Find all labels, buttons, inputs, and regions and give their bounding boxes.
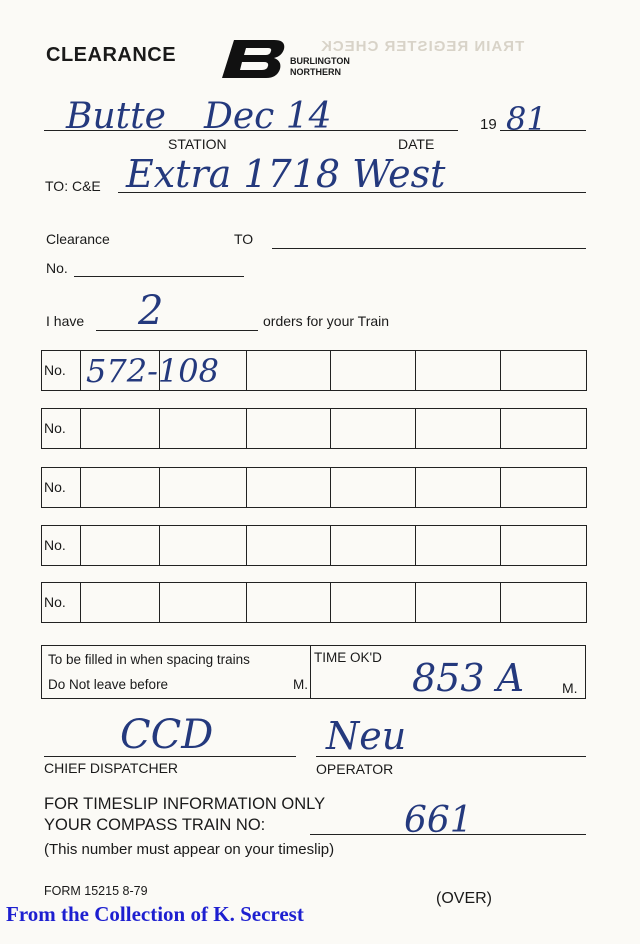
order-cell <box>80 525 160 566</box>
spacing-label: To be filled in when spacing trains <box>48 652 250 667</box>
order-cell <box>415 350 501 391</box>
order-cell <box>246 408 331 449</box>
order-cell <box>415 408 501 449</box>
hw-year: 81 <box>506 100 547 138</box>
hw-time-okd: 853 A <box>412 656 525 700</box>
order-cell <box>415 582 501 623</box>
order-cell <box>500 467 587 508</box>
order-cell <box>330 467 416 508</box>
logo-line2: NORTHERN <box>290 67 341 77</box>
year-prefix: 19 <box>480 116 497 133</box>
order-cell <box>246 525 331 566</box>
order-cell <box>159 525 247 566</box>
clearance-no-line <box>74 276 244 277</box>
order-row-label: No. <box>44 479 66 495</box>
order-row-label: No. <box>44 537 66 553</box>
clearance-to-line <box>272 248 586 249</box>
bn-logo <box>222 40 362 78</box>
order-cell <box>159 408 247 449</box>
order-row-label: No. <box>44 594 66 610</box>
order-cell <box>330 525 416 566</box>
hw-chief-dispatcher: CCD <box>120 712 214 758</box>
hw-to: Extra 1718 West <box>126 152 446 196</box>
operator-label: OPERATOR <box>316 761 394 777</box>
order-cell <box>246 350 331 391</box>
do-not-leave-m: M. <box>293 677 308 692</box>
form-title: CLEARANCE <box>46 44 177 66</box>
order-row-label: No. <box>44 362 66 378</box>
clearance-label: Clearance <box>46 231 110 247</box>
order-cell <box>80 467 160 508</box>
station-label: STATION <box>168 136 227 152</box>
order-cell <box>500 408 587 449</box>
over-label: (OVER) <box>436 890 492 907</box>
order-cell <box>80 408 160 449</box>
timeslip-line1: FOR TIMESLIP INFORMATION ONLY <box>44 795 326 813</box>
time-okd-label: TIME OK'D <box>314 650 382 665</box>
order-cell <box>330 350 416 391</box>
order-cell <box>500 350 587 391</box>
order-row-label-cell <box>41 350 81 391</box>
time-okd-m: M. <box>562 680 578 696</box>
timeslip-note: (This number must appear on your timeslip) <box>44 841 335 858</box>
form-number: FORM 15215 8-79 <box>44 884 148 898</box>
order-cell <box>500 582 587 623</box>
chief-dispatcher-label: CHIEF DISPATCHER <box>44 760 179 776</box>
date-label: DATE <box>398 136 435 152</box>
collection-watermark: From the Collection of K. Secrest <box>6 902 304 926</box>
to2-label: TO <box>234 231 254 247</box>
orders-label: orders for your Train <box>263 313 390 329</box>
order-cell <box>330 582 416 623</box>
to-label: TO: C&E <box>45 178 101 194</box>
timeslip-line2: YOUR COMPASS TRAIN NO: <box>44 816 266 834</box>
order-cell <box>80 582 160 623</box>
order-cell <box>159 582 247 623</box>
order-row-label-cell <box>41 525 81 566</box>
hw-operator: Neu <box>326 714 407 758</box>
order-cell <box>500 525 587 566</box>
order-count-line <box>96 330 258 331</box>
bleed-through-text: TRAIN REGISTER CHECK <box>320 38 525 55</box>
hw-order-row1: 572-108 <box>86 352 219 390</box>
order-cell <box>415 467 501 508</box>
hw-order-count: 2 <box>138 288 164 334</box>
hw-compass-train-no: 661 <box>404 800 473 841</box>
order-row-label-cell <box>41 408 81 449</box>
bn-logo-icon <box>222 40 288 78</box>
order-cell <box>159 467 247 508</box>
logo-line1: BURLINGTON <box>290 56 350 66</box>
i-have-label: I have <box>46 313 85 329</box>
hw-station: Butte <box>66 96 166 137</box>
order-cell <box>415 525 501 566</box>
order-row-label: No. <box>44 420 66 436</box>
do-not-leave-label: Do Not leave before <box>48 677 169 692</box>
order-row-label-cell <box>41 582 81 623</box>
order-cell <box>246 467 331 508</box>
hw-date: Dec 14 <box>204 96 332 137</box>
order-row-label-cell <box>41 467 81 508</box>
clearance-no-label: No. <box>46 260 68 276</box>
order-cell <box>246 582 331 623</box>
order-cell <box>330 408 416 449</box>
